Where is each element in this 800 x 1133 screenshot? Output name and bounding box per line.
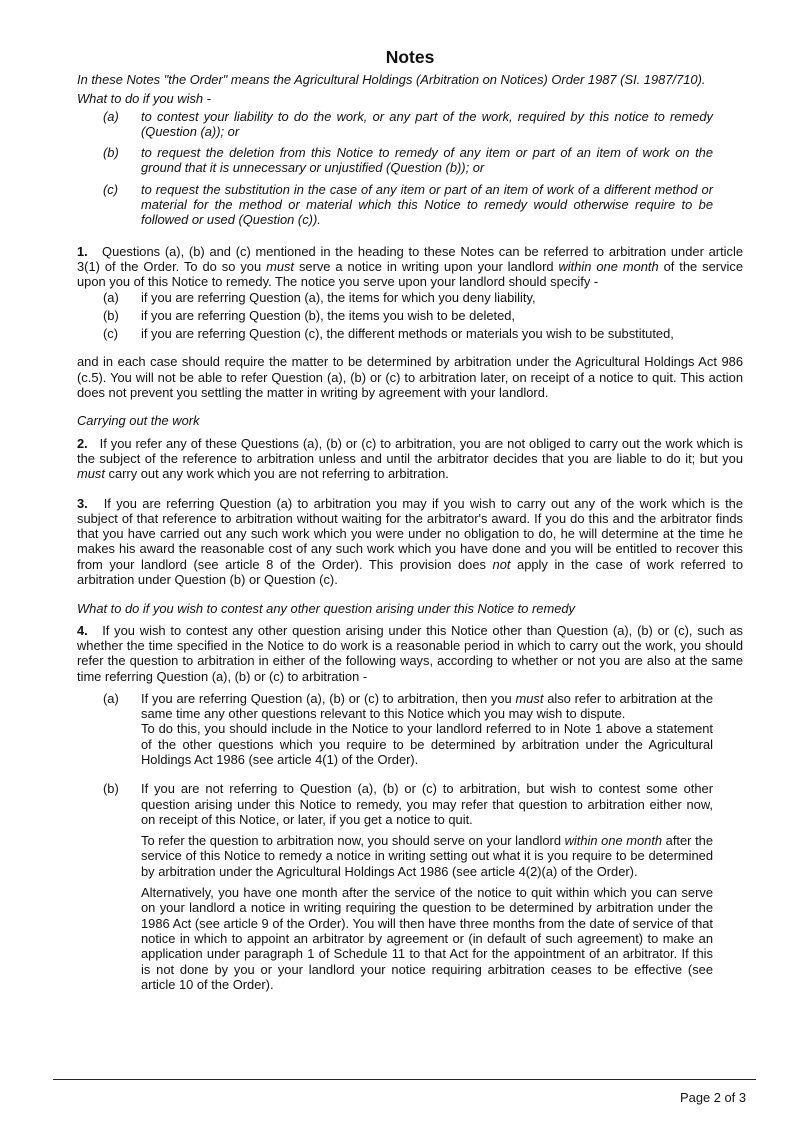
page-number: Page 2 of 3 — [680, 1090, 746, 1105]
what-to-do-heading: What to do if you wish - — [77, 91, 211, 107]
page-title: Notes — [385, 47, 435, 67]
footer-rule — [53, 1079, 756, 1080]
wish-item-c: (c) to request the substitution in the case of any item or part of an item of work of a different method or material for the method or material which this Notice to remedy would otherwise require to be followed or used (Question (c)). — [103, 181, 713, 228]
contest-heading: What to do if you wish to contest any other question arising under this Notice to remedy — [77, 601, 575, 617]
wish-list — [77, 109, 743, 228]
note-1-item-a: (a) if you are referring Question (a), the items for which you deny liability, — [103, 289, 536, 305]
note-1-item-b: (b) if you are referring Question (b), the items you wish to be deleted, — [103, 307, 516, 323]
carrying-heading: Carrying out the work — [77, 413, 200, 429]
note-1-item-c: (c) if you are referring Question (c), the different methods or materials you wish to be substituted, — [103, 326, 674, 342]
wish-item-a: (a) to contest your liability to do the work, or any part of the work, required by this notice to remedy (Question (a)); or — [103, 108, 713, 139]
intro-text: In these Notes "the Order" means the Agricultural Holdings (Arbitration on Notices) Order 1987 (SI. 1987/710). — [77, 72, 706, 87]
note-1: 1. Questions (a), (b) and (c) mentioned in the heading to these Notes can be referred to arbitration under article 3(1) of the Order. To do so you must serve a notice in writing upon your landlord within one month of the service upon you of this Notice to remedy. The notice you serve upon your landlord should specify - — [77, 243, 744, 290]
notes-page — [77, 46, 743, 992]
note-2: 2. If you refer any of these Questions (a), (b) or (c) to arbitration, you are not obliged to carry out the work which is the subject of the reference to arbitration unless and until the arbitrator decides that you are liable to do it; but you must carry out any work which you are not referring to arbitration. — [77, 435, 744, 482]
note-4-item-b: (b) If you are not referring to Question (a), (b) or (c) to arbitration, but wish to contest some other question arising under this Notice to remedy, you may refer that question to arbitration either now, on receipt of this Notice, or later, if you get a notice to quit. To refer the question to arbitration now, you should serve on your landlord within one month after the service of this Notice to remedy a notice in writing setting out what it is you require to be determined by arbitration under the Agricultural Holdings Act 1986 (see article 4(2)(a) of the Order). Alternatively, you have one month after the service of the notice to quit within which you can serve on your landlord a notice in writing requiring the question to be determined by arbitration under the 1986 Act (see article 9 of the Order). You will then have three months from the date of service of that notice in which to appoint an arbitrator by agreement or (in default of such agreement) to make an application under paragraph 1 of Schedule 11 to that Act for the appointment of an arbitrator. If this is not done by you or your landlord your notice requiring arbitration ceases to be effective (see article 10 of the Order). — [103, 781, 713, 992]
note-4-item-a: (a) If you are referring Question (a), (b) or (c) to arbitration, then you must also refer to arbitration at the same time any other questions relevant to this Notice which you may wish to dispute. To do this, you should include in the Notice to your landlord referred to in Note 1 above a statement of the other questions which you require to be determined by arbitration under the Agricultural Holdings Act 1986 (see article 4(1) of the Order). — [103, 690, 713, 767]
note-4: 4. If you wish to contest any other question arising under this Notice other than Question (a), (b) or (c), such as whether the time specified in the Notice to do work is a reasonable period in which to carry out the work, you should refer the question to arbitration in either of the following ways, according to whether or not you are also at the same time referring Question (a), (b) or (c) to arbitration - — [77, 622, 743, 684]
note-3: 3. If you are referring Question (a) to arbitration you may if you wish to carry out any of the work which is the subject of that reference to arbitration without waiting for the arbitrator's award. If you do this and the arbitrator finds that you have carried out any such work which you were under no obligation to do, he will determine at the time he makes his award the reasonable cost of any such work which you have done and you will be entitled to recover this from your landlord (see article 8 of the Order). This provision does not apply in the case of work referred to arbitration under Question (b) or Question (c). — [77, 495, 743, 588]
note-1-list — [77, 290, 743, 342]
wish-item-b: (b) to request the deletion from this Notice to remedy of any item or part of an item of work on the ground that it is unnecessary or unjustified (Question (b)); or — [103, 145, 713, 176]
note-1-after: and in each case should require the matter to be determined by arbitration under the Agricultural Holdings Act 986 (c.5). You will not be able to refer Question (a), (b) or (c) to arbitration later, on receipt of a notice to quit. This action does not prevent you settling the matter in writing by agreement with your landlord. — [77, 354, 743, 401]
